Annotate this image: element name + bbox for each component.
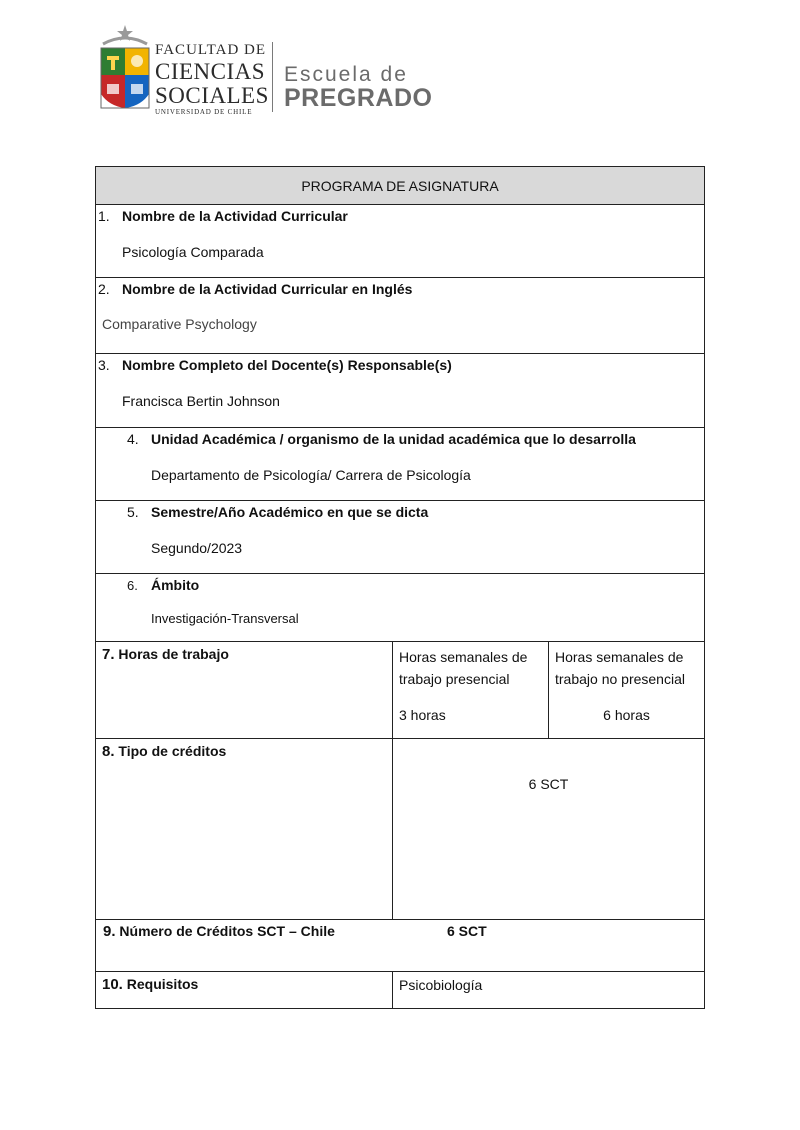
section-10-value: Psicobiología [393, 972, 705, 1009]
section-9 [96, 920, 705, 972]
section-10-label: Requisitos [126, 976, 199, 992]
section-7-number: 7. [102, 646, 115, 663]
section-3 [96, 354, 705, 428]
logo-divider [272, 42, 273, 112]
escuela-text: Escuela de [284, 63, 408, 86]
section-9-label-wrap [103, 923, 335, 940]
section-3-value: Francisca Bertin Johnson [122, 393, 280, 409]
section-2 [96, 278, 705, 354]
section-9-value: 6 SCT [447, 923, 487, 939]
section-7-label-cell [96, 642, 393, 739]
header-logo [97, 22, 437, 114]
section-4-label: Unidad Académica / organismo de la unidad académica que lo desarrolla [151, 431, 636, 447]
no-presencial-value: 6 horas [603, 707, 650, 723]
section-1-value: Psicología Comparada [122, 244, 264, 260]
section-8-label: Tipo de créditos [118, 743, 227, 759]
section-4-number: 4. [127, 431, 139, 447]
presencial-cell [393, 642, 549, 739]
section-6-number: 6. [127, 578, 138, 593]
section-2-label: Nombre de la Actividad Curricular en Inglés [122, 281, 413, 297]
section-8-label-cell [96, 739, 393, 920]
section-7-label: Horas de trabajo [118, 646, 229, 662]
section-4-value: Departamento de Psicología/ Carrera de Psicología [151, 467, 471, 483]
section-9-number: 9. [103, 923, 116, 940]
faculty-name [155, 43, 269, 116]
no-presencial-cell [549, 642, 705, 739]
section-1-label: Nombre de la Actividad Curricular [122, 208, 348, 224]
section-5-value: Segundo/2023 [151, 540, 243, 556]
presencial-header-line2: trabajo presencial [399, 671, 510, 687]
section-6-value: Investigación-Transversal [151, 611, 299, 626]
section-2-number: 2. [98, 281, 110, 297]
presencial-value: 3 horas [399, 707, 446, 723]
section-5 [96, 501, 705, 574]
section-4 [96, 428, 705, 501]
section-8-value: 6 SCT [393, 739, 705, 920]
faculty-crest-icon [97, 22, 153, 114]
pregrado-text: PREGRADO [284, 84, 433, 112]
section-2-value: Comparative Psychology [102, 316, 257, 332]
section-1 [96, 205, 705, 278]
faculty-line2: CIENCIAS [155, 59, 266, 84]
section-3-number: 3. [98, 357, 110, 373]
section-5-number: 5. [127, 504, 139, 520]
section-9-label: Número de Créditos SCT – Chile [119, 923, 335, 939]
section-6-label: Ámbito [151, 577, 200, 593]
section-10-label-cell [96, 972, 393, 1009]
university-name: UNIVERSIDAD DE CHILE [155, 108, 253, 116]
section-1-number: 1. [98, 208, 110, 224]
section-8-number: 8. [102, 743, 115, 760]
section-3-label: Nombre Completo del Docente(s) Responsable(s) [122, 357, 452, 373]
section-10-number: 10. [102, 976, 123, 993]
program-table [95, 166, 705, 1009]
no-presencial-header-line1: Horas semanales de [555, 649, 684, 665]
faculty-line1: FACULTAD DE [155, 42, 267, 58]
program-title: PROGRAMA DE ASIGNATURA [96, 167, 705, 205]
section-5-label: Semestre/Año Académico en que se dicta [151, 504, 429, 520]
no-presencial-header-line2: trabajo no presencial [555, 671, 685, 687]
section-6 [96, 574, 705, 642]
presencial-header-line1: Horas semanales de [399, 649, 528, 665]
faculty-line3: SOCIALES [155, 83, 269, 108]
